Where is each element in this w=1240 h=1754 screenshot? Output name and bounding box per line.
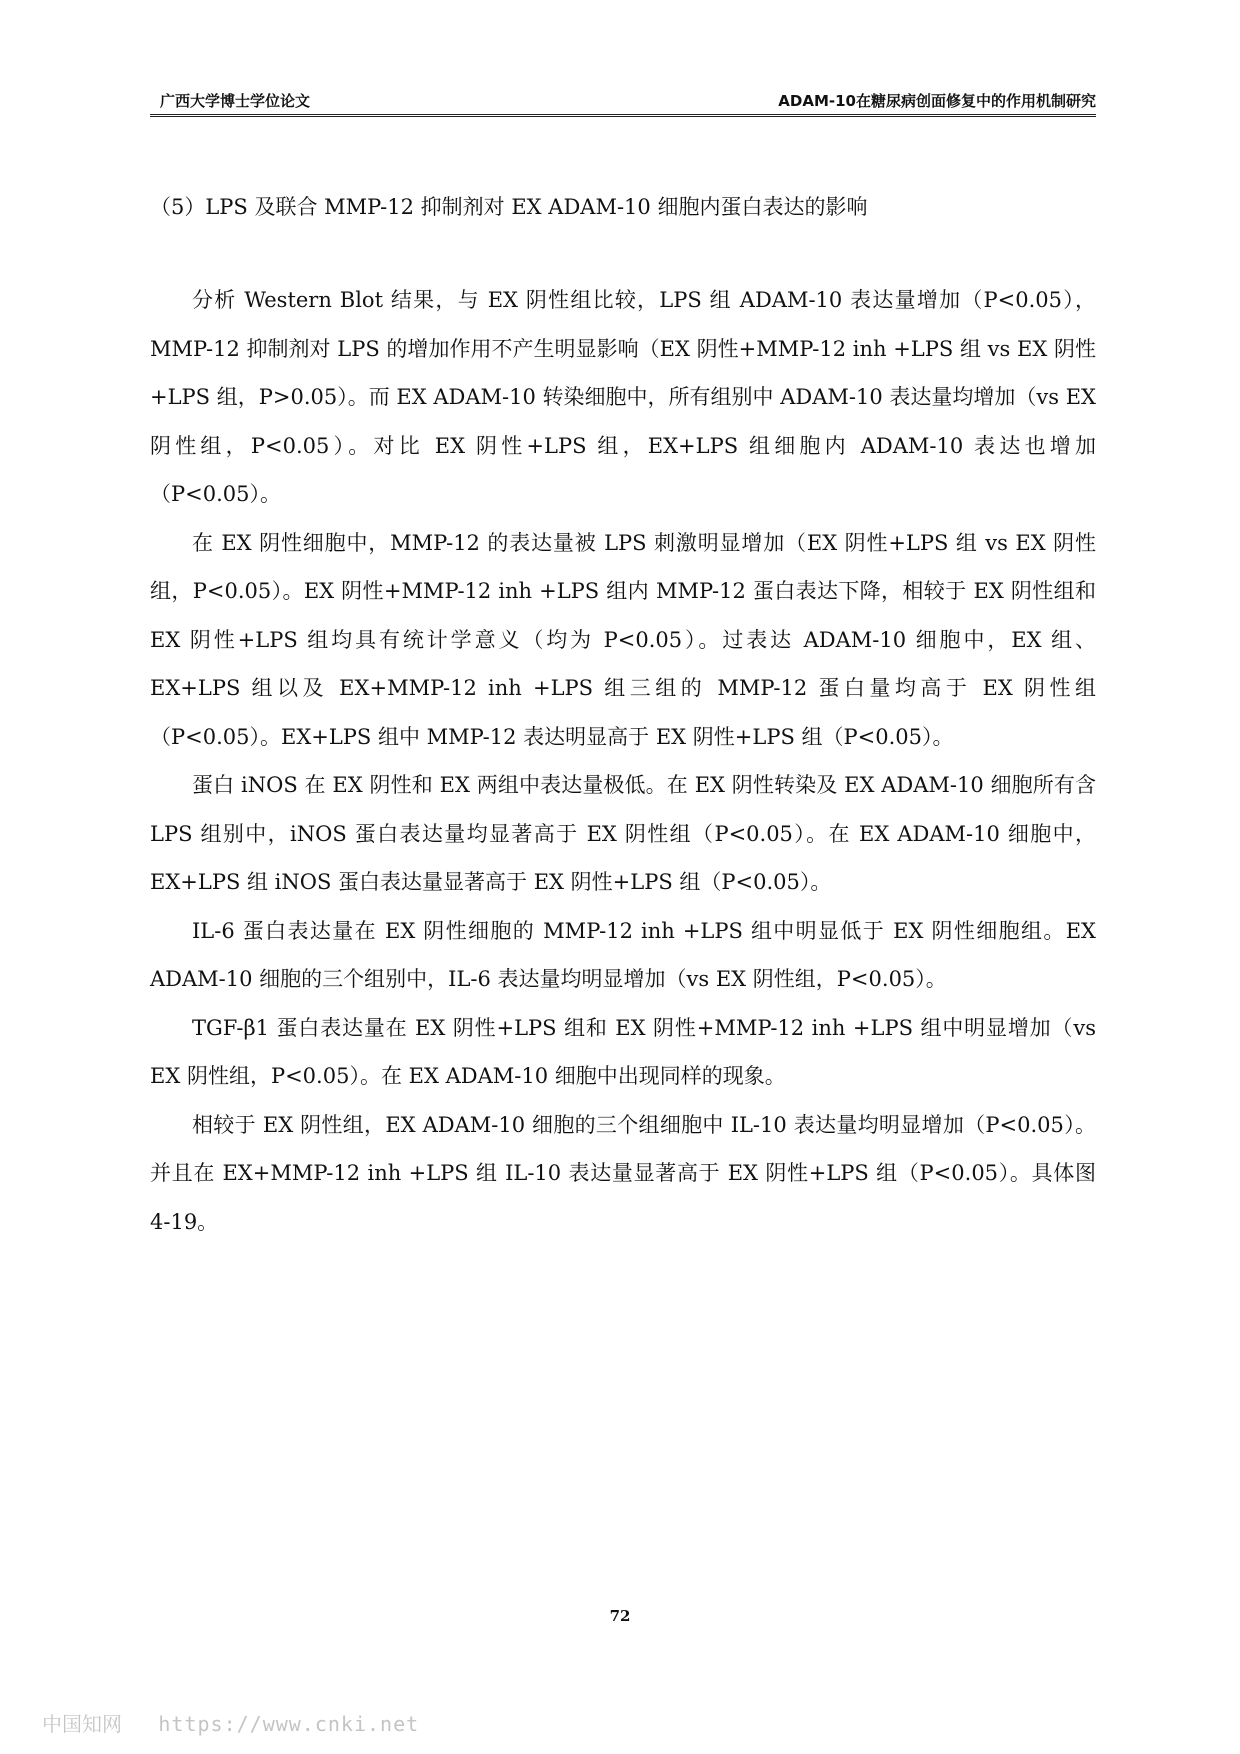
- paragraph-il6: IL-6 蛋白表达量在 EX 阴性细胞的 MMP-12 inh +LPS 组中明显低于 EX 阴性细胞组。EX ADAM-10 细胞的三个组别中，IL-6 表达量均明显增加（vs EX 阴性组，P<0.05）。: [150, 918, 1096, 991]
- paragraph-inos: 蛋白 iNOS 在 EX 阴性和 EX 两组中表达量极低。在 EX 阴性转染及 EX ADAM-10 细胞所有含 LPS 组别中，iNOS 蛋白表达量均显著高于 EX 阴性组（P<0.05）。在 EX ADAM-10 细胞中，EX+LPS 组 iNOS 蛋白表达量显著高于 EX 阴性+LPS 组（P<0.05）。: [150, 773, 1096, 894]
- section-heading: （5）LPS 及联合 MMP-12 抑制剂对 EX ADAM-10 细胞内蛋白表达的影响: [150, 195, 868, 219]
- header-thesis-title: ADAM-10在糖尿病创面修复中的作用机制研究: [778, 92, 1096, 110]
- watermark-site-name: 中国知网: [42, 1712, 122, 1736]
- watermark-url: https://www.cnki.net: [158, 1712, 420, 1736]
- running-header: [150, 88, 1096, 117]
- paragraph-adam10: 分析 Western Blot 结果，与 EX 阴性组比较，LPS 组 ADAM-10 表达量增加（P<0.05），MMP-12 抑制剂对 LPS 的增加作用不产生明显影响（EX 阴性+MMP-12 inh +LPS 组 vs EX 阴性+LPS 组，P>0.05）。而 EX ADAM-10 转染细胞中，所有组别中 ADAM-10 表达量均增加（vs EX 阴性组，P<0.05）。对比 EX 阴性+LPS 组，EX+LPS 组细胞内 ADAM-10 表达也增加（P<0.05）。: [150, 288, 1096, 506]
- paragraph-mmp12: 在 EX 阴性细胞中，MMP-12 的表达量被 LPS 刺激明显增加（EX 阴性+LPS 组 vs EX 阴性组，P<0.05）。EX 阴性+MMP-12 inh +LPS 组内 MMP-12 蛋白表达下降，相较于 EX 阴性组和 EX 阴性+LPS 组均具有统计学意义（均为 P<0.05）。过表达 ADAM-10 细胞中，EX 组、EX+LPS 组以及 EX+MMP-12 inh +LPS 组三组的 MMP-12 蛋白量均高于 EX 阴性组（P<0.05）。EX+LPS 组中 MMP-12 表达明显高于 EX 阴性+LPS 组（P<0.05）。: [150, 530, 1096, 749]
- page-number: 72: [609, 1607, 631, 1625]
- header-thesis-label: 广西大学博士学位论文: [160, 92, 311, 110]
- paragraph-tgfb1: TGF-β1 蛋白表达量在 EX 阴性+LPS 组和 EX 阴性+MMP-12 inh +LPS 组中明显增加（vs EX 阴性组，P<0.05）。在 EX ADAM-10 细胞中出现同样的现象。: [150, 1015, 1096, 1088]
- cnki-watermark: [42, 1708, 419, 1737]
- body-text: [150, 276, 1096, 1246]
- paragraph-il10: 相较于 EX 阴性组，EX ADAM-10 细胞的三个组细胞中 IL-10 表达量均明显增加（P<0.05）。并且在 EX+MMP-12 inh +LPS 组 IL-10 表达量显著高于 EX 阴性+LPS 组（P<0.05）。具体图 4-19。: [150, 1112, 1096, 1234]
